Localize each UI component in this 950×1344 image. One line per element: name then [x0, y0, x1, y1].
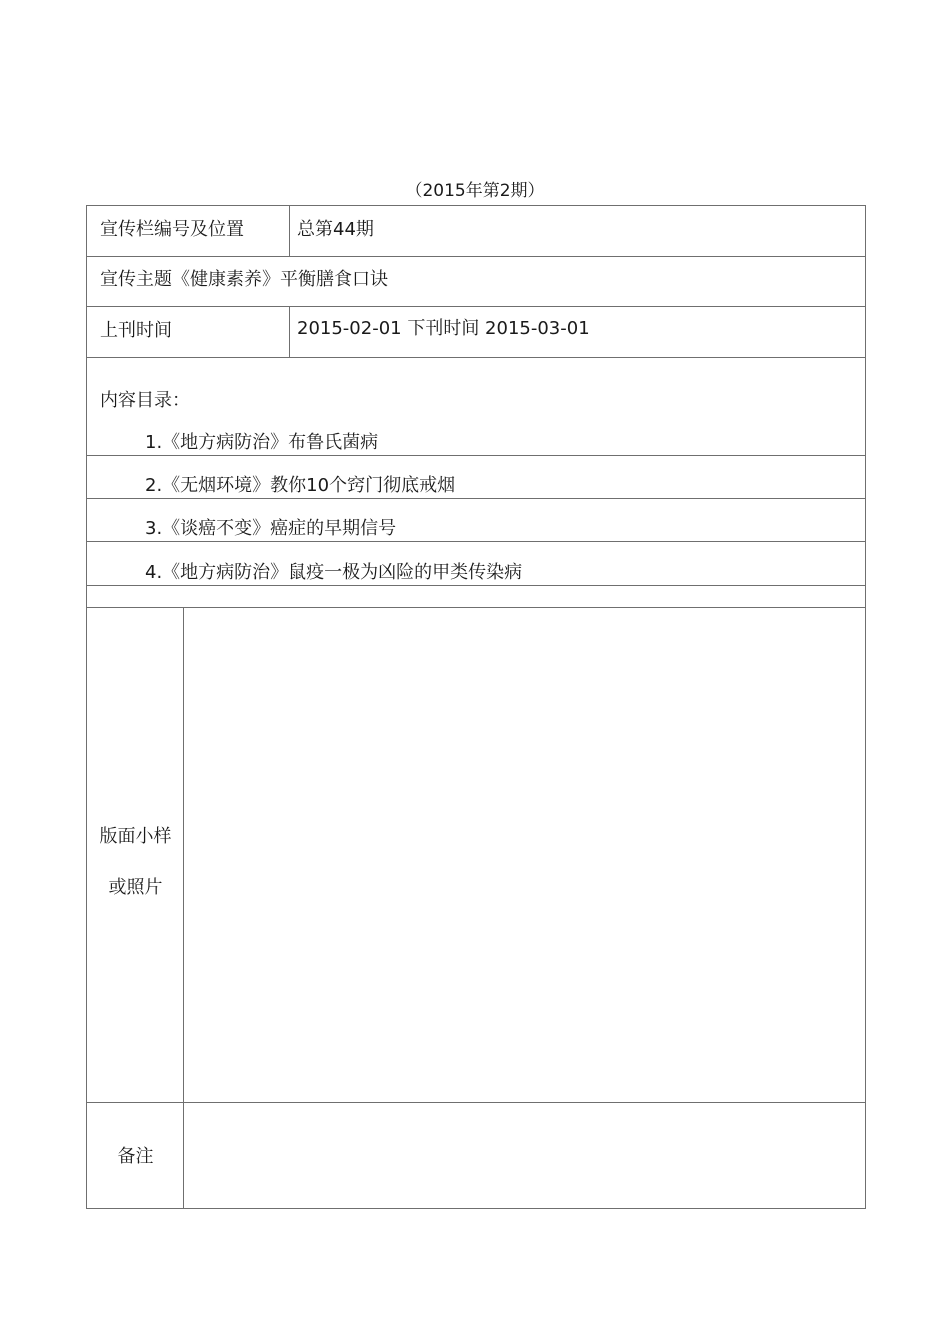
photo-label: 或照片 [108, 877, 163, 898]
column-divider [289, 306, 290, 357]
contents-item: 1.《地方病防治》布鲁氏菌病 [145, 432, 379, 453]
publish-time-label: 上刊时间 [100, 320, 172, 341]
remarks-area [184, 1103, 865, 1208]
row-divider [87, 357, 865, 358]
publish-time-value: 2015-02-01 下刊时间 2015-03-01 [297, 318, 590, 339]
row-divider [87, 455, 865, 456]
row-divider [87, 585, 865, 586]
contents-item: 4.《地方病防治》鼠疫一极为凶险的甲类传染病 [145, 562, 523, 583]
row-divider [87, 306, 865, 307]
contents-item: 2.《无烟环境》教你10个窍门彻底戒烟 [145, 475, 456, 496]
contents-heading: 内容目录： [100, 390, 190, 411]
row-divider [87, 256, 865, 257]
board-number-value: 总第44期 [297, 219, 374, 240]
board-number-label: 宣传栏编号及位置 [100, 219, 244, 240]
layout-sample-label: 版面小样 [99, 826, 172, 847]
contents-item: 3.《谈癌不变》癌症的早期信号 [145, 518, 397, 539]
column-divider [289, 206, 290, 256]
theme-text: 宣传主题《健康素养》平衡膳食口诀 [100, 269, 388, 290]
issue-subtitle: （2015年第2期） [405, 181, 545, 201]
row-divider [87, 498, 865, 499]
row-divider [87, 541, 865, 542]
remarks-label: 备注 [117, 1146, 154, 1167]
publicity-board-table [86, 205, 866, 1209]
photo-area [184, 608, 865, 1102]
